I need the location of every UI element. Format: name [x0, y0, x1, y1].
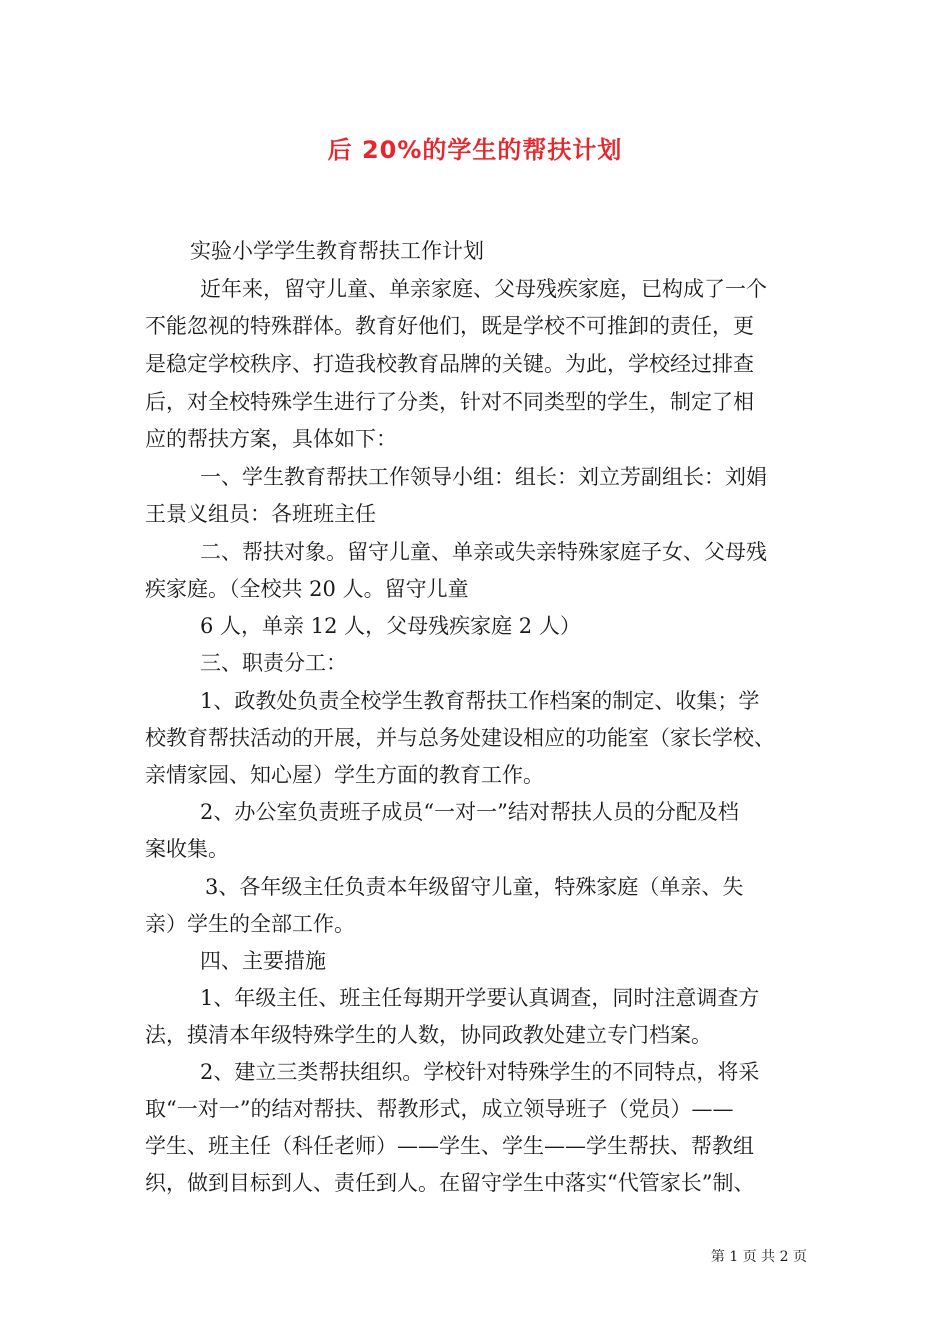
body-line: 三、职责分工： [200, 651, 347, 675]
body-line: 校教育帮扶活动的开展，并与总务处建设相应的功能室（家长学校、 [145, 726, 775, 750]
body-line: 法，摸清本年级特殊学生的人数，协同政教处建立专门档案。 [145, 1023, 712, 1047]
body-line: 王景义组员：各班班主任 [145, 502, 376, 526]
body-line: 亲）学生的全部工作。 [145, 912, 355, 936]
body-line: 学生、班主任（科任老师）——学生、学生——学生帮扶、帮教组 [145, 1134, 754, 1158]
body-line: 1、政教处负责全校学生教育帮扶工作档案的制定、收集；学 [200, 689, 760, 713]
body-line: 案收集。 [145, 837, 229, 861]
body-line: 不能忽视的特殊群体。教育好他们，既是学校不可推卸的责任，更 [145, 314, 754, 338]
body-line: 3、各年级主任负责本年级留守儿童，特殊家庭（单亲、失 [205, 875, 744, 899]
page-title: 后 20%的学生的帮扶计划 [327, 136, 623, 164]
body-line: 2、建立三类帮扶组织。学校针对特殊学生的不同特点，将采 [200, 1060, 760, 1084]
body-line: 织，做到目标到人、责任到人。在留守学生中落实“代管家长”制、 [145, 1171, 755, 1195]
page-number-footer: 第 1 页 共 2 页 [710, 1249, 807, 1265]
body-line: 实验小学学生教育帮扶工作计划 [190, 239, 484, 263]
body-line: 一、学生教育帮扶工作领导小组：组长：刘立芳副组长：刘娟 [200, 465, 767, 489]
body-line: 后，对全校特殊学生进行了分类，针对不同类型的学生，制定了相 [145, 390, 754, 414]
body-line: 2、办公室负责班子成员“一对一”结对帮扶人员的分配及档 [200, 800, 739, 824]
body-line: 四、主要措施 [200, 949, 326, 973]
body-line: 1、年级主任、班主任每期开学要认真调查，同时注意调查方 [200, 986, 760, 1010]
body-line: 取“一对一”的结对帮扶、帮教形式，成立领导班子（党员）—— [145, 1097, 734, 1121]
body-line: 疾家庭。（全校共 20 人。留守儿童 [145, 577, 469, 601]
body-line: 二、帮扶对象。留守儿童、单亲或失亲特殊家庭子女、父母残 [200, 540, 767, 564]
body-line: 近年来，留守儿童、单亲家庭、父母残疾家庭，已构成了一个 [200, 277, 767, 301]
body-line: 是稳定学校秩序、打造我校教育品牌的关键。为此，学校经过排查 [145, 352, 754, 376]
body-line: 6 人，单亲 12 人，父母残疾家庭 2 人） [200, 614, 581, 638]
body-line: 应的帮扶方案，具体如下： [145, 427, 397, 451]
body-line: 亲情家园、知心屋）学生方面的教育工作。 [145, 763, 544, 787]
